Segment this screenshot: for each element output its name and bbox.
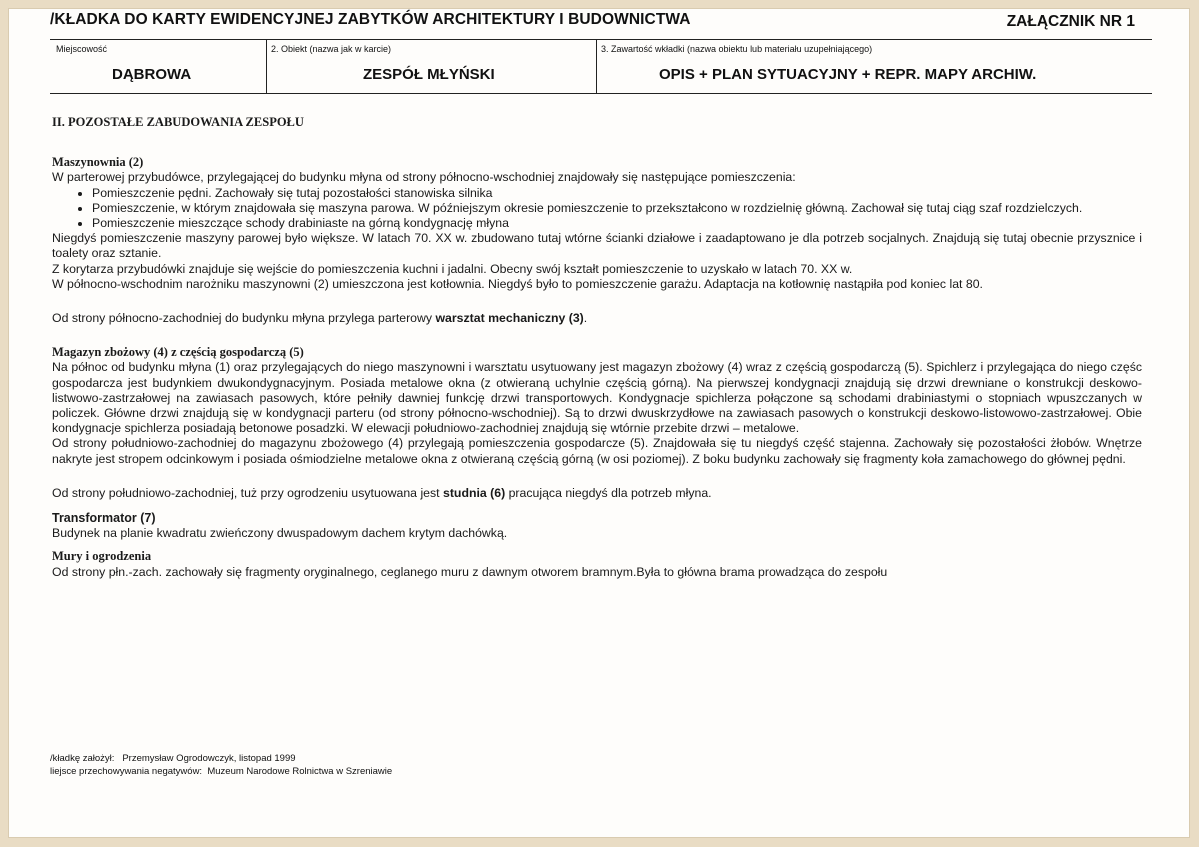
paragraph-warsztat [52, 311, 1142, 326]
footer-storage [50, 765, 392, 778]
paragraph: Od strony płn.-zach. zachowały się fragmenty oryginalnego, ceglanego muru z dawnym otworem bramnym.Była to główna brama prowadząca do zespołu [52, 564, 888, 579]
object-value: ZESPÓŁ MŁYŃSKI [363, 66, 495, 83]
header-bottom-rule [50, 93, 1152, 94]
paragraph: Na północ od budynku młyna (1) oraz przylegających do niego maszynowni i warsztatu usytuowany jest magazyn zbożowy (4) wraz z częścią gospodarczą (5). Spichlerz i przylegająca do niego częśc gospodarcza jest budynkiem dwukondygnacyjnym. Posiada metalowe okna (z otwieraną uchylnie częścią górną). Na pierwszej kondygnacji znajdują się drzwi drewniane o konstrukcji deskowo-listwowo-zastrzałowej na zawiasach pasowych, które pełniły dawniej funkcję drzwi transportowych. Kondygnacje spichlerza połączone są schodami drabiniastymi o stopniach wpuszczanych w policzek. Główne drzwi znajdują się w kondygnacji parteru (od strony północno-wschodniej). Są to drzwi dwuskrzydłowe na zawiasach pasowych o konstrukcji deskowo-listowowo-zastrzałowej. Obie kondygnacje spichlerza posiadają betonowe posadzki. W elewacji południowo-zachodniej znajdują się wtórnie przebite drzwi – metalowe. [52, 360, 1142, 436]
bold-run: studnia (6) [443, 485, 506, 500]
header-divider [266, 40, 267, 94]
paragraph: W północno-wschodnim narożniku maszynowni (2) umieszczona jest kotłownia. Niegdyś było to pomieszczenie garażu. Adaptacja na kotłownię nastąpiła pod koniec lat 80. [52, 276, 983, 291]
paragraph: W parterowej przybudówce, przylegającej do budynku młyna od strony północno-wschodniej znajdowały się następujące pomieszczenia: [52, 170, 796, 185]
subsection-title-transformator: Transformator (7) [52, 511, 156, 526]
subsection-title-maszynownia: Maszynownia (2) [52, 155, 144, 170]
header-top-rule [50, 39, 1152, 40]
list-item: • Pomieszczenie pędni. Zachowały się tutaj pozostałości stanowiska silnika [92, 186, 1142, 201]
card-title: /KŁADKA DO KARTY EWIDENCYJNEJ ZABYTKÓW ARCHITEKTURY I BUDOWNICTWA [50, 11, 691, 28]
attachment-number: ZAŁĄCZNIK NR 1 [1006, 13, 1135, 30]
section-title: II. POZOSTAŁE ZABUDOWANIA ZESPOŁU [52, 115, 304, 129]
document-body [52, 115, 1142, 580]
text-run: pracująca niegdyś dla potrzeb młyna. [505, 485, 712, 500]
footer-author-label: /kładkę założył: [50, 753, 115, 764]
footer-author [50, 752, 392, 765]
list-item: • Pomieszczenie, w którym znajdowała się maszyna parowa. W późniejszym okresie pomieszczenie to przekształcono w rozdzielnię główną. Zachował się tutaj ciąg szaf rozdzielczych. [92, 201, 1142, 216]
locality-label: Miejscowość [56, 44, 108, 54]
text-run: . [583, 311, 588, 326]
paragraph-studnia [52, 486, 1142, 501]
insert-content-value: OPIS + PLAN SYTUACYJNY + REPR. MAPY ARCHIW. [659, 66, 1037, 83]
paragraph: Od strony południowo-zachodniej do magazynu zbożowego (4) przylegają pomieszczenia gospodarcze (5). Znajdowała się tu niegdyś część stajenna. Zachowały się pozostałości żłobów. Wnętrze nakryte jest stropem odcinkowym i posiada ośmiodzielne metalowe okna z otwieraną częścią górną (w osi poziomej). Z boku budynku zachowały się fragmenty koła zamachowego do głównej pędni. [52, 436, 1142, 466]
header-divider [596, 40, 597, 94]
locality-value: DĄBROWA [112, 66, 192, 83]
text-run: Od strony północno-zachodniej do budynku młyna przylega parterowy [52, 311, 436, 326]
paragraph: Budynek na planie kwadratu zwieńczony dwuspadowym dachem krytym dachówką. [52, 526, 508, 541]
list-item: • Pomieszczenie mieszczące schody drabiniaste na górną kondygnację młyna [92, 216, 1142, 231]
subsection-title-mury: Mury i ogrodzenia [52, 549, 152, 564]
footer-storage-label: liejsce przechowywania negatywów: [50, 766, 203, 777]
insert-content-label: 3. Zawartość wkładki (nazwa obiektu lub materiału uzupełniającego) [601, 44, 873, 54]
subsection-title-magazyn: Magazyn zbożowy (4) z częścią gospodarczą (5) [52, 345, 304, 360]
text-run: Od strony południowo-zachodniej, tuż przy ogrodzeniu usytuowana jest [52, 485, 443, 500]
bullet-list [52, 186, 1142, 232]
bold-run: warsztat mechaniczny (3) [435, 311, 584, 326]
object-label: 2. Obiekt (nazwa jak w karcie) [271, 44, 392, 54]
paragraph: Z korytarza przybudówki znajduje się wejście do pomieszczenia kuchni i jadalni. Obecny swój kształt pomieszczenie to uzyskało w latach 70. XX w. [52, 261, 853, 276]
footer [50, 752, 392, 778]
footer-author-value: Przemysław Ogrodowczyk, listopad 1999 [122, 753, 296, 764]
paragraph: Niegdyś pomieszczenie maszyny parowej było większe. W latach 70. XX w. zbudowano tutaj wtórne ścianki działowe i zaadaptowano je dla potrzeb socjalnych. Znajdują się tutaj obecnie przysznice i toalety oraz sztanie. [52, 231, 1142, 261]
footer-storage-value: Muzeum Narodowe Rolnictwa w Szreniawie [207, 766, 393, 777]
